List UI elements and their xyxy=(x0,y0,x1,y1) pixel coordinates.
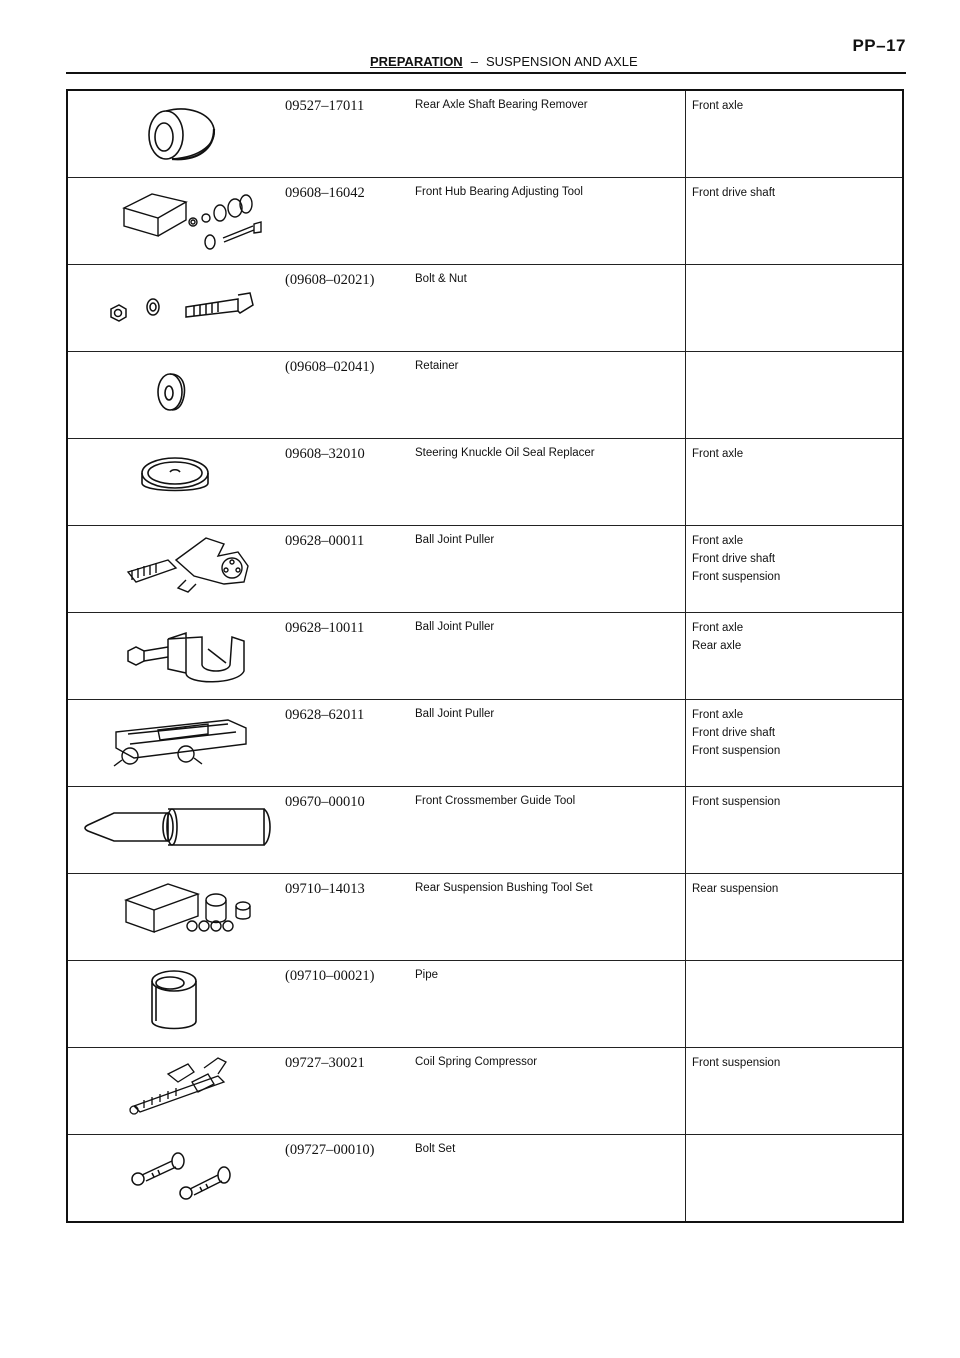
usage-item: Front suspension xyxy=(692,745,781,757)
usage-item: Front drive shaft xyxy=(692,187,776,199)
tool-illustration-cell xyxy=(67,874,283,961)
table-row xyxy=(67,700,903,787)
tool-usage xyxy=(686,439,904,526)
usage-item: Rear suspension xyxy=(692,883,779,895)
part-number: (09608–02021) xyxy=(283,265,415,352)
part-number: 09527–17011 xyxy=(283,90,415,178)
usage-item: Front axle xyxy=(692,622,744,634)
usage-item: Rear axle xyxy=(692,640,742,652)
tool-illustration-cell xyxy=(67,1135,283,1223)
tool-illustration-cell xyxy=(67,178,283,265)
bolt-set-icon xyxy=(68,1135,283,1215)
ball-joint-puller-icon xyxy=(68,526,283,606)
usage-item: Front axle xyxy=(692,448,744,460)
tool-usage xyxy=(686,787,904,874)
tool-illustration-cell xyxy=(67,613,283,700)
tool-illustration-cell xyxy=(67,439,283,526)
tool-name: Ball Joint Puller xyxy=(415,613,686,700)
tool-name: Retainer xyxy=(415,352,686,439)
table-row xyxy=(67,1048,903,1135)
tool-usage xyxy=(686,874,904,961)
tool-usage xyxy=(686,961,904,1048)
table-row xyxy=(67,178,903,265)
part-number: (09608–02041) xyxy=(283,352,415,439)
tool-illustration-cell xyxy=(67,90,283,178)
page-number: PP–17 xyxy=(852,36,906,55)
ball-joint-puller-u-icon xyxy=(68,613,283,693)
tool-usage xyxy=(686,1135,904,1223)
part-number: 09608–16042 xyxy=(283,178,415,265)
table-row xyxy=(67,526,903,613)
tool-name: Bolt Set xyxy=(415,1135,686,1223)
part-number: (09727–00010) xyxy=(283,1135,415,1223)
oil-seal-replacer-icon xyxy=(68,439,283,519)
part-number: 09727–30021 xyxy=(283,1048,415,1135)
part-number: 09628–10011 xyxy=(283,613,415,700)
tool-name: Rear Suspension Bushing Tool Set xyxy=(415,874,686,961)
usage-item: Front suspension xyxy=(692,1057,781,1069)
tool-usage xyxy=(686,352,904,439)
page-header xyxy=(370,54,638,69)
tool-name: Ball Joint Puller xyxy=(415,526,686,613)
header-separator: – xyxy=(470,54,478,69)
part-number: (09710–00021) xyxy=(283,961,415,1048)
tool-usage xyxy=(686,613,904,700)
part-number: 09628–62011 xyxy=(283,700,415,787)
tool-name: Front Hub Bearing Adjusting Tool xyxy=(415,178,686,265)
table-row xyxy=(67,265,903,352)
bushing-tool-set-icon xyxy=(68,874,283,954)
usage-item: Front suspension xyxy=(692,796,781,808)
bolt-nut-icon xyxy=(68,265,283,345)
tool-usage xyxy=(686,526,904,613)
tool-usage xyxy=(686,700,904,787)
table-row xyxy=(67,439,903,526)
tool-usage xyxy=(686,1048,904,1135)
part-number: 09628–00011 xyxy=(283,526,415,613)
usage-item: Front drive shaft xyxy=(692,553,776,565)
retainer-icon xyxy=(68,352,283,432)
tool-name: Bolt & Nut xyxy=(415,265,686,352)
tool-name: Ball Joint Puller xyxy=(415,700,686,787)
tool-name: Coil Spring Compressor xyxy=(415,1048,686,1135)
tool-illustration-cell xyxy=(67,700,283,787)
tool-illustration-cell xyxy=(67,787,283,874)
usage-item: Front axle xyxy=(692,100,744,112)
tool-illustration-cell xyxy=(67,352,283,439)
tool-name: Front Crossmember Guide Tool xyxy=(415,787,686,874)
tool-illustration-cell xyxy=(67,265,283,352)
tool-illustration-cell xyxy=(67,1048,283,1135)
tool-name: Pipe xyxy=(415,961,686,1048)
tool-usage xyxy=(686,90,904,178)
tool-name: Steering Knuckle Oil Seal Replacer xyxy=(415,439,686,526)
table-row xyxy=(67,90,903,178)
subsection-title: SUSPENSION AND AXLE xyxy=(485,54,638,69)
table-row xyxy=(67,352,903,439)
hub-adjusting-tool-icon xyxy=(68,178,283,258)
usage-item: Front axle xyxy=(692,709,744,721)
part-number: 09670–00010 xyxy=(283,787,415,874)
usage-item: Front drive shaft xyxy=(692,727,776,739)
bearing-remover-icon xyxy=(68,91,283,171)
tool-illustration-cell xyxy=(67,961,283,1048)
usage-item: Front axle xyxy=(692,535,744,547)
table-row xyxy=(67,787,903,874)
tool-illustration-cell xyxy=(67,526,283,613)
tool-usage xyxy=(686,178,904,265)
tool-table xyxy=(66,89,904,1223)
usage-item: Front suspension xyxy=(692,571,781,583)
header-rule xyxy=(66,72,906,74)
part-number: 09608–32010 xyxy=(283,439,415,526)
pipe-icon xyxy=(68,961,283,1041)
guide-tool-icon xyxy=(68,787,283,867)
table-row xyxy=(67,1135,903,1223)
tool-name: Rear Axle Shaft Bearing Remover xyxy=(415,90,686,178)
table-row xyxy=(67,874,903,961)
spring-compressor-icon xyxy=(68,1048,283,1128)
table-row xyxy=(67,613,903,700)
section-title: PREPARATION xyxy=(370,54,463,69)
table-row xyxy=(67,961,903,1048)
ball-joint-puller-frame-icon xyxy=(68,700,283,780)
tool-usage xyxy=(686,265,904,352)
part-number: 09710–14013 xyxy=(283,874,415,961)
